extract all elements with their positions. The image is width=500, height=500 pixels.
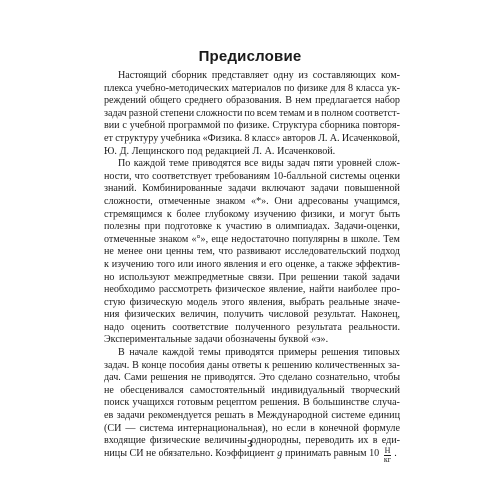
word: 8	[244, 132, 250, 144]
word: такой	[343, 271, 368, 283]
word: эффектив-	[355, 258, 400, 270]
word: рекомендуется	[148, 410, 212, 422]
word: не	[191, 372, 201, 384]
word: рецептом	[216, 397, 257, 409]
word: программой	[168, 120, 221, 132]
word: пяти	[313, 158, 334, 170]
text-line	[104, 146, 400, 159]
word: учебно-методических	[135, 82, 230, 94]
text-line	[104, 297, 400, 310]
word: еди-	[381, 435, 400, 447]
word: «Физика.	[202, 132, 243, 144]
word: при	[144, 221, 161, 233]
text-line	[104, 410, 400, 423]
word: единиц	[368, 410, 400, 422]
word: могут	[349, 208, 375, 220]
word: ности,	[104, 170, 132, 182]
text-line	[104, 259, 400, 272]
word: и	[306, 107, 313, 119]
word: каждой	[133, 158, 166, 170]
word: Экспериментальные	[104, 334, 192, 346]
word: формуле	[362, 422, 400, 434]
word: изучению	[253, 208, 297, 220]
word: ком-	[380, 70, 400, 81]
word: (СИ	[104, 422, 122, 434]
word: к	[104, 258, 109, 270]
word: подход	[370, 246, 400, 258]
word: однородны,	[251, 435, 302, 447]
word: При	[278, 271, 297, 283]
word: одну	[273, 70, 294, 81]
text-line	[104, 108, 400, 121]
word: Л.	[252, 145, 262, 157]
word: глубокому	[204, 208, 250, 220]
word: к	[166, 208, 172, 220]
word: соответст-	[355, 107, 400, 119]
word: того	[156, 258, 175, 270]
word: поиск	[104, 397, 130, 409]
word: требованиям	[214, 170, 271, 182]
word: среднего	[184, 95, 223, 107]
word: соответствие	[172, 321, 229, 333]
word: отмеченные	[104, 233, 156, 245]
word: ния	[104, 309, 120, 321]
word: системы	[329, 170, 367, 182]
word: представляет	[211, 70, 269, 81]
word: величин,	[180, 309, 219, 321]
word: всем	[256, 107, 277, 119]
word: авторов	[282, 132, 316, 144]
word: задачи	[194, 334, 223, 346]
word: «э».	[311, 334, 329, 346]
word: реждений	[104, 95, 147, 107]
word: в	[266, 221, 272, 233]
word: не	[104, 384, 114, 396]
word: решения	[150, 372, 188, 384]
word: ук-	[386, 82, 400, 94]
word: решать	[214, 410, 246, 422]
word: Структура	[272, 120, 318, 132]
word: самостоятельный	[189, 384, 266, 396]
word: редакцией	[205, 145, 250, 157]
word: темам	[278, 107, 306, 119]
page-title: Предисловие	[198, 48, 302, 65]
word: также	[327, 258, 353, 270]
text-line	[104, 171, 400, 184]
word: обозначены	[225, 334, 276, 346]
word: величины	[204, 435, 247, 447]
text-line	[104, 246, 400, 259]
word: А.	[264, 145, 275, 157]
word: что	[218, 246, 233, 258]
word: реальности.	[348, 321, 400, 333]
word: недостаточно	[231, 233, 290, 245]
word: или	[177, 258, 194, 270]
word: структуру	[115, 132, 159, 144]
word: из	[298, 70, 308, 81]
word: Ю.	[104, 145, 117, 157]
word: начале	[129, 347, 158, 359]
word: чтобы	[373, 372, 400, 384]
word: к	[216, 221, 222, 233]
preface-text	[104, 70, 400, 464]
text-line	[104, 133, 400, 146]
word: менее	[117, 246, 143, 258]
word: в	[314, 107, 320, 119]
word: с	[122, 120, 127, 132]
word: модель	[186, 296, 218, 308]
word: даны	[207, 359, 230, 371]
word: сложности	[196, 107, 243, 119]
word: в	[248, 410, 254, 422]
word: соответствует	[152, 170, 212, 182]
word: но	[272, 422, 283, 434]
word: сложности,	[104, 195, 153, 207]
text-line	[104, 284, 400, 297]
word: учащимся,	[354, 195, 400, 207]
word: готовым	[177, 397, 214, 409]
word: иного	[196, 258, 222, 270]
word: В	[132, 359, 139, 371]
word: ценны	[165, 246, 194, 258]
word: учащихся	[132, 397, 175, 409]
text-line	[104, 272, 400, 285]
word: но	[104, 271, 115, 283]
word: материалов	[231, 82, 282, 94]
word: Наконец,	[360, 309, 400, 321]
word: Тем	[383, 233, 400, 245]
word: ет	[104, 132, 113, 144]
text-line	[104, 423, 400, 436]
text-line	[104, 95, 400, 108]
word: сборника	[319, 120, 360, 132]
word: еще	[211, 233, 229, 245]
word: стую	[104, 296, 126, 308]
word: случа-	[372, 397, 400, 409]
word: повторя-	[362, 120, 400, 132]
text-line	[104, 322, 400, 335]
word: система	[139, 422, 174, 434]
word: Они	[274, 195, 293, 207]
word: физическую	[129, 296, 183, 308]
word: в	[372, 435, 378, 447]
word: реальные	[328, 296, 370, 308]
word: про-	[381, 284, 400, 296]
word: конце	[141, 359, 167, 371]
word: «°»,	[191, 233, 209, 245]
word: развивают	[236, 246, 282, 258]
word: задачи	[310, 183, 339, 195]
word: если	[286, 422, 307, 434]
word: стремящимся	[104, 208, 163, 220]
word: связи.	[248, 271, 274, 283]
word: физике	[297, 82, 328, 94]
word: в	[310, 422, 315, 434]
word: класса	[355, 82, 384, 94]
word: его	[269, 258, 283, 270]
word: наиболее	[338, 284, 378, 296]
word: и	[260, 258, 267, 270]
word: подготовке	[164, 221, 213, 233]
word: пособия	[169, 359, 205, 371]
word: оценке,	[285, 258, 318, 270]
word: буквой	[278, 334, 309, 346]
word: ответы	[231, 359, 262, 371]
word: знаний.	[104, 183, 137, 195]
word: интернациональная),	[177, 422, 269, 434]
word: задач	[104, 107, 127, 119]
word: сборник	[171, 70, 207, 81]
word: за-	[388, 359, 400, 371]
word: получить	[223, 309, 264, 321]
word: Международной	[256, 410, 329, 422]
word: задачи	[371, 271, 400, 283]
word: обесценивался	[120, 384, 184, 396]
word: учебника	[160, 132, 201, 144]
word: каждой	[162, 347, 195, 359]
word: более	[176, 208, 201, 220]
word: уровней	[336, 158, 372, 170]
word: физическое	[215, 284, 266, 296]
word: быть	[379, 208, 400, 220]
word: вии	[104, 120, 120, 132]
word: полном	[321, 107, 354, 119]
word: входящие	[104, 435, 146, 447]
text-line	[104, 196, 400, 209]
word: все	[244, 158, 259, 170]
word: класс»	[251, 132, 281, 144]
last-line-after: .	[394, 447, 397, 459]
word: оценки	[369, 170, 400, 182]
word: общего	[149, 95, 182, 107]
word: «*».	[251, 195, 269, 207]
text-line	[104, 334, 400, 347]
word: популярны	[292, 233, 340, 245]
page-number: 3	[247, 438, 253, 450]
coefficient-g: g	[277, 447, 283, 459]
word: Настоящий	[118, 70, 167, 81]
word: знаком	[158, 233, 189, 245]
word: для	[330, 82, 346, 94]
text-line	[104, 234, 400, 247]
word: типовых	[363, 347, 400, 359]
text-line	[104, 385, 400, 398]
word: дач.	[104, 372, 121, 384]
word: В	[285, 95, 292, 107]
word: —	[125, 422, 136, 434]
word: Комбинированные	[142, 183, 223, 195]
word: физические	[149, 435, 201, 447]
last-line-before: ницы СИ не обязательно. Коэффициент	[104, 447, 275, 459]
word: В	[118, 347, 125, 359]
word: физики,	[300, 208, 335, 220]
word: решения	[321, 347, 359, 359]
text-line	[104, 360, 400, 373]
word: их	[358, 435, 369, 447]
word: надо	[104, 321, 125, 333]
word: Д.	[119, 145, 130, 157]
last-line-middle: принимать равным 10	[284, 447, 380, 459]
word: Исаченковой.	[277, 145, 336, 157]
word: конечной	[318, 422, 359, 434]
word: адресованы	[298, 195, 349, 207]
word: задач	[287, 158, 310, 170]
word: результата	[296, 321, 342, 333]
word: физических	[124, 309, 176, 321]
word: виды	[261, 158, 284, 170]
word: полученного	[235, 321, 290, 333]
word: выбрать	[289, 296, 325, 308]
word: значе-	[373, 296, 400, 308]
word: они	[146, 246, 163, 258]
word: разной	[128, 107, 159, 119]
word: включают	[261, 183, 305, 195]
word: сознательно,	[315, 372, 371, 384]
word: рассмотреть	[158, 284, 212, 296]
word: По	[118, 158, 131, 170]
text-line	[104, 83, 400, 96]
word: результат.	[313, 309, 356, 321]
word: физике.	[236, 120, 270, 132]
word: приводятся	[225, 347, 274, 359]
word: плекса	[104, 82, 133, 94]
word: и	[339, 208, 345, 220]
word: участию	[225, 221, 263, 233]
word: творческий	[351, 384, 400, 396]
word: темы	[198, 347, 221, 359]
word: индивидуальный	[271, 384, 345, 396]
word: приводятся.	[204, 372, 256, 384]
word: изучению	[111, 258, 154, 270]
word: 8	[348, 82, 354, 94]
unit-denominator: кг	[383, 454, 392, 464]
word: этого	[221, 296, 245, 308]
word: по	[223, 120, 234, 132]
word: необходимо	[104, 284, 156, 296]
word: явления,	[248, 296, 286, 308]
word: образования.	[225, 95, 282, 107]
word: задачи	[116, 410, 145, 422]
text-line	[104, 397, 400, 410]
word: Исаченковой,	[341, 132, 400, 144]
word: тем,	[197, 246, 215, 258]
text-line	[104, 209, 400, 222]
word: переводить	[305, 435, 354, 447]
word: в	[343, 233, 348, 245]
word: задачи	[227, 183, 257, 195]
word: задач.	[104, 359, 130, 371]
word: найти	[309, 284, 335, 296]
word: Л.	[318, 132, 328, 144]
word: А.	[329, 132, 340, 144]
word: школе.	[350, 233, 381, 245]
word: повышенной	[344, 183, 400, 195]
text-line	[104, 70, 400, 83]
word: теме	[169, 158, 189, 170]
word: ев	[104, 410, 114, 422]
word: к	[264, 359, 270, 371]
word: степени	[160, 107, 195, 119]
word: по	[283, 82, 295, 94]
word: явление,	[268, 284, 306, 296]
word: Лещинского	[131, 145, 185, 157]
word: оценить	[130, 321, 166, 333]
text-line	[104, 158, 400, 171]
word: составляющих	[312, 70, 377, 81]
word: предлагается	[315, 95, 372, 107]
word: отмеченные	[158, 195, 211, 207]
text-line	[104, 372, 400, 385]
text-line	[104, 120, 400, 133]
text-line	[104, 221, 400, 234]
word: количественных	[314, 359, 386, 371]
word: явления	[223, 258, 259, 270]
word: полезны	[104, 221, 141, 233]
text-line	[104, 183, 400, 196]
word: учебной	[129, 120, 166, 132]
word: слож-	[375, 158, 400, 170]
word: Это	[258, 372, 275, 384]
word: Сами	[124, 372, 148, 384]
word: 10-балльной	[273, 170, 327, 182]
word: В	[302, 397, 310, 409]
word: что	[134, 170, 149, 182]
word: исследовательский	[284, 246, 367, 258]
word: системе	[331, 410, 366, 422]
word: числовой	[268, 309, 309, 321]
word: не	[104, 246, 114, 258]
word: используют	[119, 271, 170, 283]
word: межпредметные	[174, 271, 244, 283]
unit-numerator: Н	[384, 445, 391, 455]
word: Задачи-оценки,	[334, 221, 400, 233]
word: сделано	[278, 372, 313, 384]
text-line	[104, 347, 400, 360]
word: набор	[374, 95, 400, 107]
word: примеры	[278, 347, 317, 359]
word: большинстве	[312, 397, 370, 409]
word: решения.	[260, 397, 300, 409]
word: а	[320, 258, 325, 270]
word: олимпиадах.	[275, 221, 330, 233]
word: знаком	[215, 195, 246, 207]
word: под	[187, 145, 203, 157]
text-line	[104, 309, 400, 322]
word: нем	[295, 95, 312, 107]
word: по	[244, 107, 255, 119]
word: решению	[272, 359, 313, 371]
word: решении	[300, 271, 339, 283]
word: приводятся	[192, 158, 241, 170]
